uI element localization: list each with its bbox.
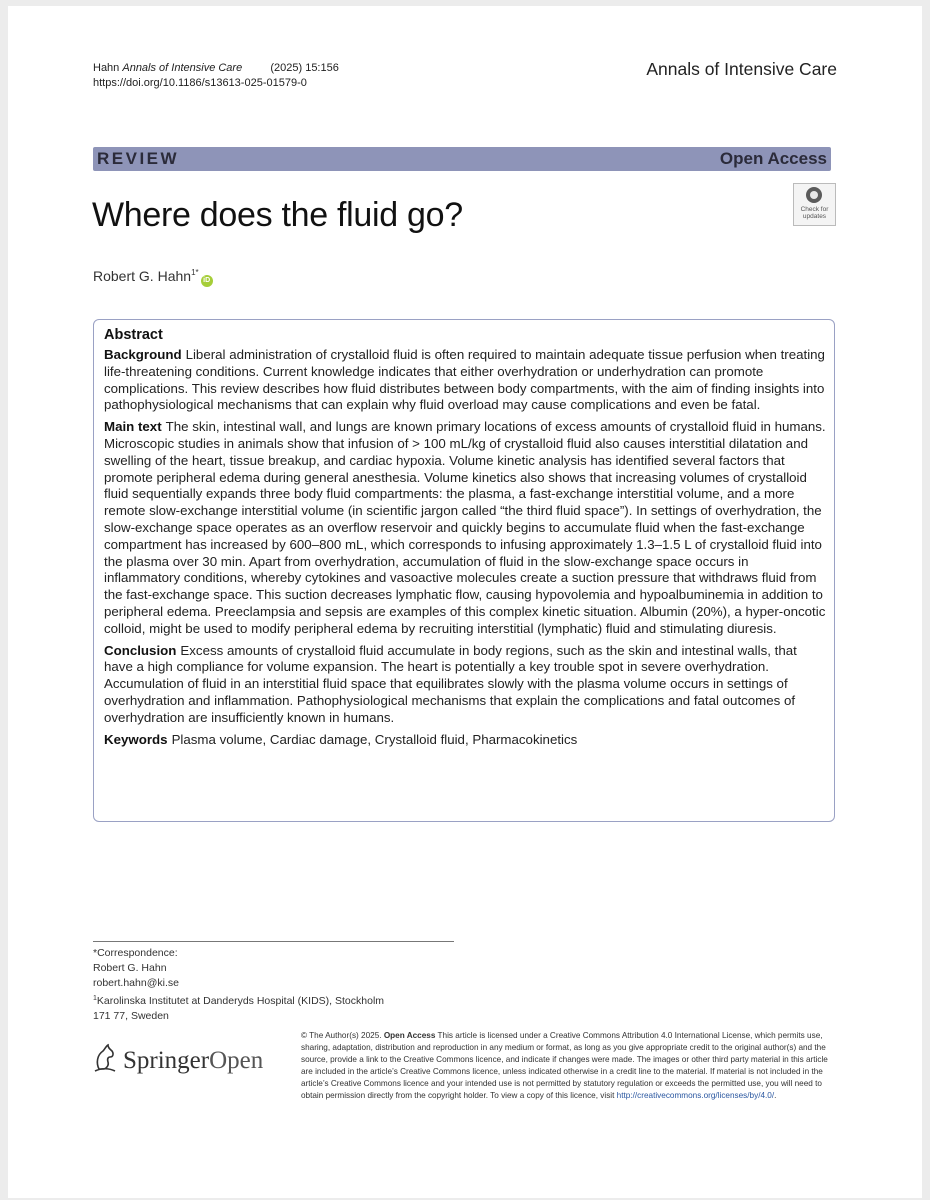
license-link[interactable]: http://creativecommons.org/licenses/by/4.0/ bbox=[616, 1091, 775, 1100]
footnote-divider bbox=[93, 941, 454, 942]
correspondence-block bbox=[93, 946, 384, 1024]
citation-volume: (2025) 15:156 bbox=[270, 62, 339, 74]
orcid-icon[interactable]: iD bbox=[201, 275, 213, 287]
springer-horse-icon bbox=[93, 1043, 117, 1073]
crossmark-badge[interactable] bbox=[793, 183, 836, 226]
correspondence-email[interactable]: robert.hahn@ki.se bbox=[93, 977, 179, 989]
paper-page bbox=[8, 6, 922, 1198]
article-type-band bbox=[93, 147, 831, 171]
abstract-main-text: Main text The skin, intestinal wall, and lungs are known primary locations of excess amounts of crystalloid fluid in humans. Microscopic studies in animals show that infusion of > 100 mL/kg of crystalloid fluid also causes interstitial dilatation and swelling of the heart, tissue breakup, and cardiac hypoxia. Volume kinetic analysis has identified several factors that promote peripheral edema during general anesthesia. Volume kinetics also shows that increasing volumes of crystalloid fluid sequentially expands three body fluid compartments: the plasma, a fast-exchange interstitial volume, and a more remote slow-exchange interstitial volume (in scientific jargon called “the third fluid space”). In settings of overhydration, the slow-exchange space operates as an overflow reservoir and quickly begins to accumulate fluid when the fast-exchange compartment has increased by 600–800 mL, which corresponds to infusing approximately 1.3–1.5 L of crystalloid fluid into the plasma over 30 min. Apart from overhydration, accumulation of fluid in the slow-exchange space occurs in inflammatory conditions, whereby cytokines and vasoactive molecules create a suction pressure that withdraws fluid from the fast-exchange space. This suction decreases lymphatic flow, causing hypovolemia and hypoalbuminemia in addition to peripheral edema. Preeclampsia and sepsis are examples of this complex kinetic situation. Albumin (20%), a hyper-oncotic colloid, might be used to modify peripheral edema by recruiting interstitial (lymphatic) fluid and stimulating diuresis. bbox=[104, 419, 826, 636]
correspondence-label: *Correspondence: bbox=[93, 947, 178, 959]
abstract-heading: Abstract bbox=[104, 327, 163, 343]
springer-open-logo: SpringerOpen bbox=[93, 1043, 263, 1075]
article-title: Where does the fluid go? bbox=[92, 196, 463, 234]
citation-block bbox=[93, 61, 339, 91]
abstract-background: Background Liberal administration of crystalloid fluid is often required to maintain adequate tissue perfusion when treating life-threatening conditions. Current knowledge indicates that either overhydration or underhydration can promote complications. This review describes how fluid distributes between body compartments, with the aim of finding insights into pathophysiological mechanisms that can explain why fluid overload may cause complications and even be fatal. bbox=[104, 347, 825, 413]
license-text: © The Author(s) 2025. Open Access This article is licensed under a Creative Commons Attribution 4.0 International License, which permits use, sharing, adaptation, distribution and reproduction in any medium or format, as long as you give appropriate credit to the original author(s) and the source, provide a link to the Creative Commons licence, and indicate if changes were made. The images or other third party material in this article are included in the article’s Creative Commons licence, unless indicated otherwise in a credit line to the material. If material is not included in the article’s Creative Commons licence and your intended use is not permitted by statutory regulation or exceeds the permitted use, you will need to obtain permission directly from the copyright holder. To view a copy of this licence, visit http://creativecommons.org/licenses/by/4.0/. bbox=[301, 1031, 828, 1100]
abstract-keywords: Keywords Plasma volume, Cardiac damage, Crystalloid fluid, Pharmacokinetics bbox=[104, 731, 578, 747]
affiliation-postal: 171 77, Sweden bbox=[93, 1010, 169, 1022]
citation-author: Hahn bbox=[93, 62, 120, 74]
citation-journal: Annals of Intensive Care bbox=[122, 62, 243, 74]
open-access-label: Open Access bbox=[719, 149, 827, 168]
author-marks: 1* bbox=[191, 268, 199, 277]
crossmark-icon bbox=[806, 187, 822, 203]
abstract-box bbox=[93, 319, 835, 822]
article-type-label: REVIEW bbox=[97, 149, 180, 168]
author-name[interactable]: Robert G. Hahn bbox=[93, 268, 192, 284]
affiliation: $^1$Karolinska Institutet at Danderyds Hospital (KIDS), Stockholm bbox=[93, 995, 385, 1007]
journal-name: Annals of Intensive Care bbox=[646, 59, 837, 79]
correspondence-name: Robert G. Hahn bbox=[93, 962, 167, 974]
crossmark-label: Check for updates bbox=[800, 206, 829, 220]
doi-link[interactable]: https://doi.org/10.1186/s13613-025-01579-0 bbox=[93, 77, 307, 89]
author-line bbox=[93, 268, 213, 287]
abstract-conclusion: Conclusion Excess amounts of crystalloid fluid accumulate in body regions, such as the skin and intestinal walls, that have a high compliance for volume expansion. The heart is potentially a key trouble spot in severe overhydration. Accumulation of fluid in an interstitial fluid space that equilibrates slowly with the plasma volume occurs in settings of overhydration and inflammation. Pathophysiological mechanisms that explain the complications and fatal outcomes of overhydration are insufficiently known in humans. bbox=[104, 642, 797, 725]
